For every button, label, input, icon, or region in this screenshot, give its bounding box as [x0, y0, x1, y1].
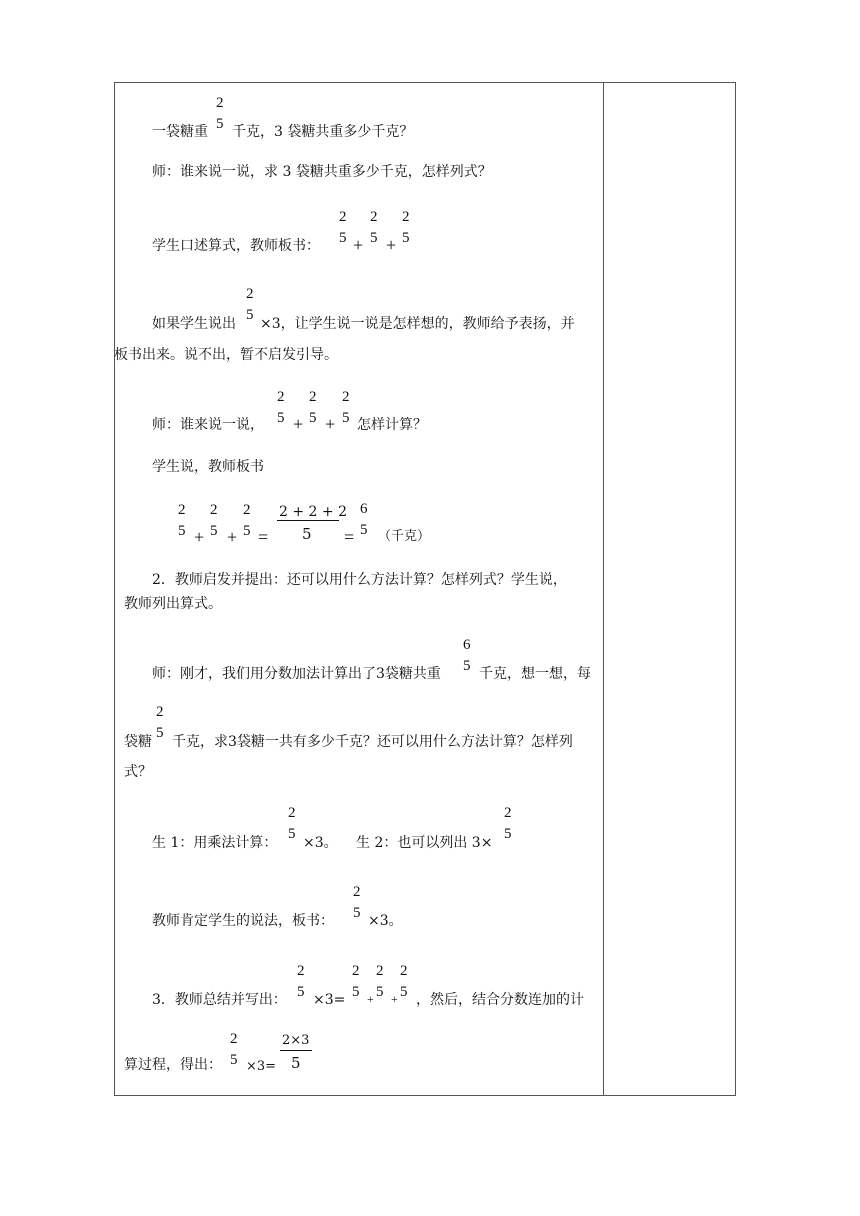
fraction: 2 5 [288, 805, 296, 842]
text-line: 千克，想一想，每 [479, 666, 591, 682]
text-line: ，然后，结合分数连加的计 [416, 992, 584, 1008]
fraction: 2 5 [400, 963, 408, 1000]
lesson-table [114, 82, 736, 1096]
text-line: 师：刚才，我们用分数加法计算出了3袋糖共重 [152, 666, 441, 682]
text-line: ×3= [246, 1059, 277, 1074]
fraction: 2 5 [210, 502, 218, 539]
fraction: 2 5 [297, 963, 305, 1000]
column-divider [603, 82, 604, 1096]
product-denominator: 5 [291, 1054, 301, 1072]
text-line: 板书出来。说不出，暂不启发引导。 [114, 347, 338, 363]
plus-sign: + [391, 992, 398, 1006]
fraction-bar [280, 1050, 312, 1051]
fraction: 2 5 [339, 209, 347, 246]
fraction: 2 5 [309, 389, 317, 426]
fraction: 2 5 [370, 209, 378, 246]
plus-sign: + [194, 527, 205, 547]
plus-sign: + [386, 235, 397, 255]
text-line: 学生说，教师板书 [152, 459, 264, 475]
text-line: 学生口述算式，教师板书： [152, 238, 320, 254]
fraction-bar [277, 520, 339, 521]
plus-sign: + [367, 992, 374, 1006]
fraction: 2 5 [243, 502, 251, 539]
fraction: 2 5 [230, 1031, 238, 1068]
equals-sign: = [344, 527, 355, 547]
fraction: 2 5 [216, 95, 224, 132]
text-line: 2．教师启发并提出：还可以用什么方法计算？怎样列式？学生说， [152, 572, 567, 588]
fraction: 2 5 [352, 963, 360, 1000]
text-line: ×3，让学生说一说是怎样想的，教师给予表扬，并 [260, 316, 575, 332]
unit-label: （千克） [378, 529, 431, 544]
fraction: 6 5 [463, 637, 471, 674]
product-numerator: 2×3 [282, 1033, 310, 1048]
fraction: 6 5 [360, 501, 368, 538]
text-line: 千克，3 袋糖共重多少千克？ [232, 124, 414, 140]
plus-sign: + [227, 527, 238, 547]
text-line: 千克，求3袋糖一共有多少千克？还可以用什么方法计算？怎样列 [172, 734, 573, 750]
text-line: 怎样计算？ [357, 417, 427, 433]
text-line: 一袋糖重 [152, 124, 208, 140]
text-line: 算过程，得出： [124, 1057, 222, 1073]
plus-sign: + [325, 414, 336, 434]
fraction: 2 5 [277, 389, 285, 426]
text-line: 生 2：也可以列出 3× [356, 835, 493, 851]
text-line: 式？ [124, 764, 152, 780]
fraction: 2 5 [353, 884, 361, 921]
equals-sign: = [258, 527, 269, 547]
text-line: 袋糖 [124, 734, 152, 750]
text-line: 生 1：用乘法计算： [152, 835, 278, 851]
text-line: 教师列出算式。 [124, 596, 222, 612]
fraction: 2 5 [178, 502, 186, 539]
text-line: 教师肯定学生的说法，板书： [152, 913, 334, 929]
text-line: ×3。 [303, 835, 338, 851]
sum-numerator: 2 + 2 + 2 [279, 504, 347, 520]
fraction: 2 5 [376, 963, 384, 1000]
text-line: ×3。 [368, 913, 403, 929]
plus-sign: + [293, 414, 304, 434]
fraction: 2 5 [342, 389, 350, 426]
text-line: 3．教师总结并写出： [152, 992, 287, 1008]
fraction: 2 5 [246, 286, 254, 323]
fraction: 2 5 [156, 704, 164, 741]
text-line: 师：谁来说一说， [152, 417, 264, 433]
fraction: 2 5 [402, 209, 410, 246]
plus-sign: + [353, 235, 364, 255]
sum-denominator: 5 [302, 525, 312, 543]
text-line: 如果学生说出 [152, 316, 236, 332]
fraction: 2 5 [504, 805, 512, 842]
text-line: ×3= [313, 992, 346, 1008]
text-line: 师：谁来说一说，求 3 袋糖共重多少千克，怎样列式？ [152, 164, 492, 180]
